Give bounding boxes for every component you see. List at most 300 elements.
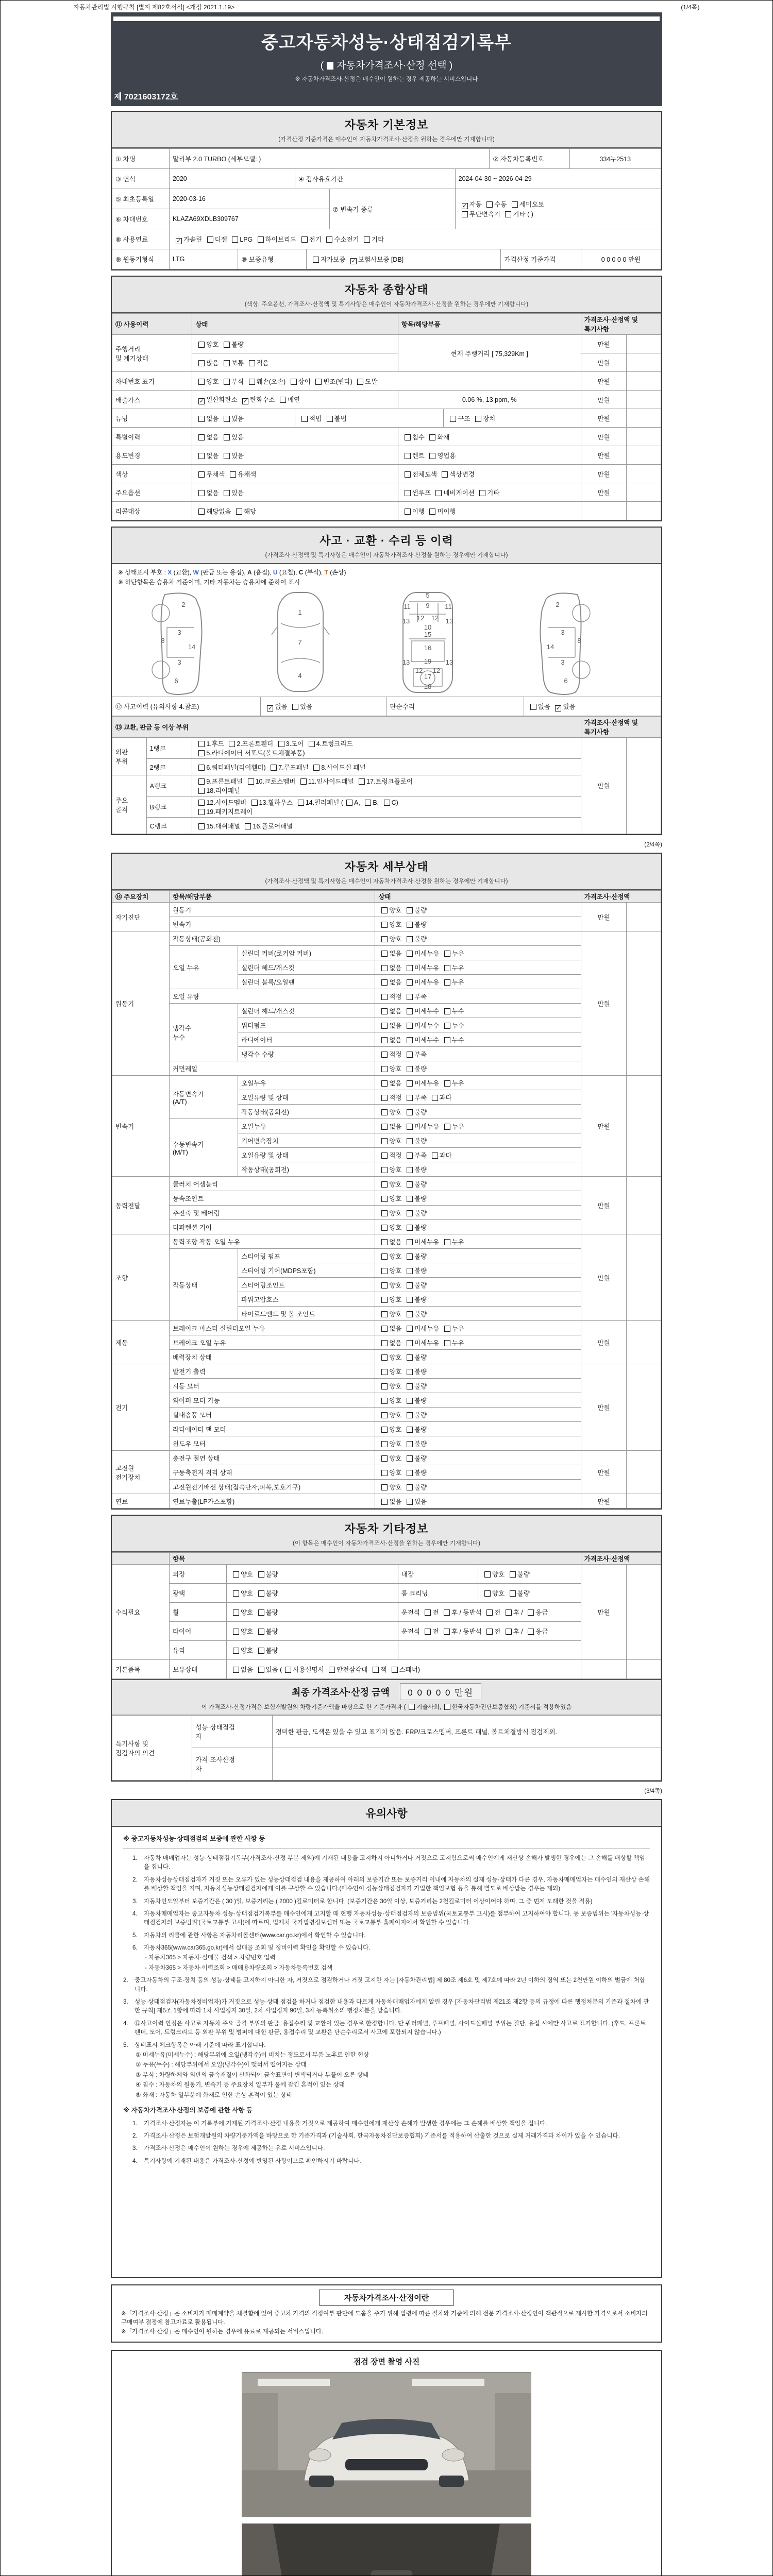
row-label: 배출가스: [112, 391, 192, 409]
checkbox[interactable]: [364, 236, 370, 243]
checkbox[interactable]: [442, 471, 448, 478]
checkbox[interactable]: [407, 1008, 413, 1014]
row-label: 기어변속장치: [238, 1133, 375, 1148]
checkbox[interactable]: [407, 1326, 413, 1332]
diagram-part-number: 12: [415, 667, 423, 675]
checkbox[interactable]: [327, 416, 333, 422]
checkbox[interactable]: [198, 416, 205, 422]
state-cell: 양호 불량: [375, 1177, 581, 1191]
checkbox[interactable]: [407, 1066, 413, 1072]
notice-title: 유의사항: [112, 1800, 661, 1827]
row-label: 실린더 헤드/개스킷: [238, 960, 375, 975]
checkbox[interactable]: [381, 1167, 388, 1173]
checkbox[interactable]: [198, 788, 205, 794]
checkbox[interactable]: [444, 1239, 450, 1245]
state-cell: 없음 미세누유 누유: [375, 1335, 581, 1350]
section-note: (가격조사·산정액 및 특기사항은 매수인이 자동차가격조사·산정을 원하는 경우에만 기재합니다): [265, 552, 508, 558]
checkbox[interactable]: [407, 965, 413, 971]
checkbox[interactable]: [381, 1153, 388, 1159]
checkbox[interactable]: [198, 509, 205, 515]
checkbox[interactable]: [407, 1268, 413, 1274]
checkbox[interactable]: [381, 1412, 388, 1418]
row-label: 보유상태: [169, 1660, 226, 1679]
checkbox[interactable]: [198, 750, 205, 756]
column-header: 가격조사·산정액: [581, 1553, 661, 1565]
checkbox[interactable]: [407, 1052, 413, 1058]
checkbox[interactable]: [381, 1066, 388, 1072]
symbol-code-line: ※ 상태표시 부호 : X (교환), W (판금 또는 용접), A (흠집), U (요철), C (부식), T (손상): [118, 569, 346, 576]
checkbox[interactable]: [365, 800, 371, 806]
checkbox[interactable]: [381, 1109, 388, 1115]
checkbox[interactable]: [381, 1181, 388, 1188]
state-cell: 적정 부족: [375, 989, 581, 1004]
checkbox[interactable]: [198, 342, 205, 348]
checkbox[interactable]: [224, 342, 230, 348]
checkbox[interactable]: [407, 979, 413, 986]
checkbox-checked[interactable]: [267, 705, 273, 711]
checkbox[interactable]: [381, 907, 388, 913]
checkbox[interactable]: [384, 800, 390, 806]
checkbox[interactable]: [381, 1455, 388, 1462]
checkbox[interactable]: [381, 1008, 388, 1014]
checkbox[interactable]: [381, 1282, 388, 1289]
checkbox[interactable]: [510, 1590, 516, 1597]
checkbox[interactable]: [407, 907, 413, 913]
state-cell: 없음 미세누수 누수: [375, 1032, 581, 1047]
checkbox[interactable]: [407, 1080, 413, 1087]
etc-info-header: [112, 1516, 661, 1552]
checkbox[interactable]: [381, 994, 388, 1000]
checkbox[interactable]: [425, 1609, 431, 1616]
checkbox[interactable]: [381, 1427, 388, 1433]
checkbox[interactable]: [381, 1484, 388, 1490]
text-cell: [627, 1494, 661, 1509]
checkbox[interactable]: [479, 490, 485, 496]
checkbox[interactable]: [198, 490, 205, 496]
checkbox[interactable]: [313, 257, 319, 263]
row-label: ⑤ 최초등록일: [112, 189, 170, 209]
checkbox[interactable]: [381, 1080, 388, 1087]
checkbox[interactable]: [381, 1138, 388, 1144]
checkbox[interactable]: [405, 509, 411, 515]
row-label: 외장: [169, 1565, 226, 1584]
checkbox[interactable]: [405, 471, 411, 478]
checkbox[interactable]: [233, 1667, 239, 1673]
text-cell: [627, 903, 661, 931]
checkbox[interactable]: [407, 1499, 413, 1505]
checkbox[interactable]: [258, 1571, 264, 1578]
accident-history-header: [112, 528, 661, 564]
row-label: ⑦ 변속기 종류: [329, 189, 455, 229]
checkbox[interactable]: [381, 1196, 388, 1202]
checkbox[interactable]: [444, 1008, 450, 1014]
state-cell: 없음 있음: [192, 409, 295, 428]
checkbox[interactable]: [407, 1037, 413, 1043]
checkbox[interactable]: [198, 800, 205, 806]
text-cell: [627, 738, 661, 834]
checkbox[interactable]: [444, 1023, 450, 1029]
checkbox[interactable]: [407, 936, 413, 942]
checkbox[interactable]: [444, 1326, 450, 1332]
state-cell: 양호 불량: [375, 1364, 581, 1379]
filled-checkbox-icon[interactable]: [327, 62, 333, 70]
checkbox[interactable]: [407, 1253, 413, 1260]
checkbox[interactable]: [407, 994, 413, 1000]
checkbox[interactable]: [381, 1239, 388, 1245]
checkbox[interactable]: [405, 434, 411, 440]
checkbox[interactable]: [233, 1629, 239, 1635]
checkbox[interactable]: [381, 1253, 388, 1260]
checkbox[interactable]: [224, 416, 230, 422]
checkbox[interactable]: [236, 509, 242, 515]
state-cell: 구조 장치: [444, 409, 581, 428]
checkbox[interactable]: [407, 1124, 413, 1130]
checkbox[interactable]: [309, 741, 315, 747]
checkbox[interactable]: [429, 453, 435, 459]
checkbox[interactable]: [381, 951, 388, 957]
state-cell: 양호 불량: [375, 1220, 581, 1234]
page-number-2: (2/4쪽): [644, 842, 662, 849]
checkbox[interactable]: [407, 1225, 413, 1231]
state-cell: 없음 있음: [192, 446, 398, 465]
checkbox[interactable]: [249, 360, 255, 366]
checkbox[interactable]: [258, 1667, 264, 1673]
car-side-right-view: [540, 594, 590, 695]
checkbox[interactable]: [432, 1153, 438, 1159]
row-label: 냉각수 수량: [238, 1047, 375, 1061]
row-label: 오일누유: [238, 1119, 375, 1133]
checkbox[interactable]: [224, 360, 230, 366]
checkbox-checked[interactable]: [242, 398, 248, 404]
checkbox[interactable]: [258, 1629, 264, 1635]
checkbox[interactable]: [506, 1629, 512, 1635]
checkbox[interactable]: [407, 1153, 413, 1159]
checkbox[interactable]: [373, 1667, 379, 1673]
checkbox[interactable]: [233, 1590, 239, 1597]
checkbox[interactable]: [248, 778, 254, 785]
row-label: 냉각수 누수: [169, 1004, 238, 1061]
price-cell: 만원: [581, 409, 627, 428]
value-cell: 0 0 0 0 0 만원: [581, 249, 661, 269]
state-cell: 양호 불량: [375, 1436, 581, 1451]
checkbox[interactable]: [381, 1095, 388, 1101]
checkbox[interactable]: [407, 1398, 413, 1404]
state-cell: 양호 불량: [226, 1584, 398, 1603]
checkbox[interactable]: [435, 490, 442, 496]
checkbox[interactable]: [233, 1609, 239, 1616]
checkbox[interactable]: [407, 1095, 413, 1101]
page-number-1: (1/4쪽): [681, 4, 700, 11]
row-label: 워터펌프: [238, 1018, 375, 1032]
checkbox[interactable]: [198, 379, 205, 385]
checkbox[interactable]: [381, 1326, 388, 1332]
checkbox[interactable]: [505, 211, 511, 217]
checkbox[interactable]: [381, 1225, 388, 1231]
checkbox[interactable]: [291, 379, 297, 385]
checkbox[interactable]: [444, 951, 450, 957]
checkbox[interactable]: [444, 1037, 450, 1043]
text-cell: [627, 372, 661, 391]
checkbox[interactable]: [407, 1138, 413, 1144]
checkbox[interactable]: [407, 1023, 413, 1029]
checkbox[interactable]: [233, 1571, 239, 1578]
checkbox[interactable]: [407, 1470, 413, 1476]
infobox-lines: [121, 2310, 652, 2336]
state-cell: 양호 불량: [375, 1206, 581, 1220]
checkbox[interactable]: [381, 1369, 388, 1375]
checkbox[interactable]: [407, 1181, 413, 1188]
checkbox[interactable]: [528, 1629, 534, 1635]
notice-item: 4. 자동차매매업자는 중고자동차 성능·상태점검기록부를 매수인에게 고지할 때 현행 자동차성능·상태점검자의 보증범위(국토교통부 고시)를 첨부하여 고지하여야 합니다. 동 보증범위는 '자동차성능·상태점검자의 보증범위'(국토교통부 고시)에 따르며, 법제처 국가법령정보센터 또는 국토교통부 홈페이지에서 확인할 수 있습니다.: [132, 1910, 649, 1926]
checkbox[interactable]: [381, 1210, 388, 1216]
checkbox[interactable]: [207, 236, 213, 243]
checkbox[interactable]: [407, 1196, 413, 1202]
row-label: ③ 연식: [112, 169, 170, 189]
checkbox[interactable]: [381, 1311, 388, 1317]
checkbox[interactable]: [444, 1340, 450, 1346]
checkbox[interactable]: [407, 1282, 413, 1289]
checkbox[interactable]: [407, 1109, 413, 1115]
checkbox[interactable]: [249, 379, 255, 385]
checkbox[interactable]: [381, 1441, 388, 1447]
checkbox[interactable]: [313, 765, 320, 771]
checkbox[interactable]: [285, 1667, 291, 1673]
notice-item: 2. 자동차성능상태점검자가 거짓 또는 오류가 있는 성능상태점검 내용을 제공하여 아래의 보증기간 또는 보증거리 이내에 자동차의 실제 성능·상태가 다른 경우, 자동차매매업자는 매수인의 재산상 손해를 배상할 책임을 지며, 자동차성능상태점검자에게 이를 구상할 수 있습니다.(매수인이 성능상태점검자가 가입한 책임보험 등을 통해 별도로 배상받는 경우는 제외): [132, 1876, 650, 1892]
row-label: 타이로드엔드 및 볼 조인트: [238, 1307, 375, 1321]
checkbox[interactable]: [381, 1268, 388, 1274]
checkbox[interactable]: [506, 1609, 512, 1616]
checkbox[interactable]: [292, 704, 298, 710]
checkbox-checked[interactable]: [350, 258, 357, 264]
checkbox[interactable]: [245, 823, 251, 829]
state-cell: 양호 불량: [375, 1393, 581, 1408]
checkbox[interactable]: [486, 1609, 493, 1616]
checkbox[interactable]: [484, 1590, 491, 1597]
checkbox[interactable]: [301, 416, 308, 422]
checkbox[interactable]: [232, 236, 238, 243]
checkbox[interactable]: [405, 453, 411, 459]
checkbox[interactable]: [278, 741, 284, 747]
text-cell: [627, 465, 661, 483]
checkbox[interactable]: [381, 1470, 388, 1476]
checkbox[interactable]: [381, 1297, 388, 1303]
checkbox[interactable]: [407, 951, 413, 957]
checkbox[interactable]: [224, 379, 230, 385]
checkbox[interactable]: [405, 490, 411, 496]
checkbox[interactable]: [486, 1629, 493, 1635]
checkbox[interactable]: [484, 1571, 491, 1578]
checkbox[interactable]: [381, 1037, 388, 1043]
state-cell: 없음 미세누유 누유: [375, 1321, 581, 1335]
checkbox[interactable]: [407, 1383, 413, 1389]
checkbox[interactable]: [510, 1571, 516, 1578]
row-label: 브레이크 오일 누유: [169, 1335, 375, 1350]
checkbox[interactable]: [381, 965, 388, 971]
checkbox[interactable]: [407, 1354, 413, 1361]
checkbox-checked[interactable]: [555, 705, 561, 711]
accident-history-block: [111, 527, 662, 835]
checkbox[interactable]: [444, 979, 450, 986]
checkbox[interactable]: [409, 1704, 415, 1710]
checkbox[interactable]: [229, 741, 235, 747]
checkbox[interactable]: [233, 1648, 239, 1654]
checkbox[interactable]: [407, 1369, 413, 1375]
page-number-3: (3/4쪽): [644, 1788, 662, 1795]
basic-info-header: [112, 112, 661, 148]
checkbox[interactable]: [407, 1484, 413, 1490]
row-label: 시동 모터: [169, 1379, 375, 1393]
checkbox[interactable]: [381, 1499, 388, 1505]
diagram-part-number: 6: [564, 677, 568, 685]
diagram-part-number: 3: [177, 658, 181, 667]
row-label: 전기: [112, 1364, 170, 1451]
checkbox[interactable]: [392, 1667, 398, 1673]
detail-condition-table: [112, 890, 661, 1509]
checkbox[interactable]: [462, 211, 468, 217]
diagram-part-number: 1: [298, 608, 302, 617]
passenger-car-note: ※ 하단항목은 승용차 기준이며, 기타 자동차는 승용차에 준하여 표시: [118, 578, 300, 586]
checkbox[interactable]: [198, 809, 205, 815]
checkbox[interactable]: [475, 416, 481, 422]
checkbox[interactable]: [486, 201, 493, 208]
checkbox[interactable]: [512, 201, 518, 208]
checkbox[interactable]: [444, 1609, 450, 1616]
checkbox[interactable]: [258, 236, 264, 243]
checkbox[interactable]: [407, 1239, 413, 1245]
checkbox[interactable]: [300, 778, 307, 785]
checkbox[interactable]: [251, 800, 258, 806]
checkbox[interactable]: [329, 1667, 335, 1673]
diagram-part-number: 11: [404, 603, 411, 611]
checkbox[interactable]: [530, 704, 536, 710]
detail-condition-block: [111, 853, 662, 1510]
notice-item: 1. 자동차 매매업자는 성능·상태점검기록부(가격조사·산정 부분 제외)에 기재된 내용을 고지하지 아니하거나 거짓으로 고지함으로써 매수인에게 재산상 손해가 발생한 경우에는 그 손해를 배상할 책임을 집니다.: [132, 1854, 645, 1871]
checkbox[interactable]: [444, 1080, 450, 1087]
diagram-part-number: 3: [177, 629, 181, 637]
checkbox[interactable]: [450, 416, 456, 422]
checkbox[interactable]: [432, 1095, 438, 1101]
detail-condition-header: [112, 854, 661, 890]
state-cell: 12.사이드멤버 13.휠하우스 14.필러패널 ( A, B, C) 19.패키지트레이: [192, 796, 581, 818]
diagram-part-number: 13: [402, 617, 410, 625]
checkbox[interactable]: [357, 379, 363, 385]
checkbox[interactable]: [198, 471, 205, 478]
decorative-white-bar: [113, 16, 660, 21]
checkbox[interactable]: [425, 1629, 431, 1635]
row-label: 추진축 및 베어링: [169, 1206, 375, 1220]
checkbox[interactable]: [298, 800, 304, 806]
state-cell: 운전석 전 후 / 동반석 전 후 / 응급: [398, 1603, 581, 1622]
row-label: 자동변속기 (A/T): [169, 1076, 238, 1119]
checkbox[interactable]: [407, 1412, 413, 1418]
checkbox[interactable]: [198, 360, 205, 366]
checkbox[interactable]: [326, 236, 332, 243]
overall-condition-header: [112, 277, 661, 313]
checkbox[interactable]: [444, 965, 450, 971]
row-label: 충전구 절연 상태: [169, 1451, 375, 1465]
row-label: 제동: [112, 1321, 170, 1364]
state-cell: 양호 불량: [226, 1603, 398, 1622]
checkbox[interactable]: [407, 1340, 413, 1346]
checkbox[interactable]: [407, 922, 413, 928]
checkbox[interactable]: [198, 434, 205, 440]
checkbox[interactable]: [315, 379, 322, 385]
row-label: 주행거리 및 계기상태: [112, 335, 192, 372]
checkbox[interactable]: [258, 1648, 264, 1654]
state-cell: 9.프론트패널 10.크로스멤버 11.인사이드패널 17.트렁크플로어 18.리어패널: [192, 775, 581, 796]
checkbox[interactable]: [198, 823, 205, 829]
checkbox[interactable]: [271, 765, 277, 771]
checkbox[interactable]: [381, 1052, 388, 1058]
checkbox[interactable]: [381, 1383, 388, 1389]
state-cell: 양호 불량: [478, 1584, 581, 1603]
checkbox[interactable]: [444, 1704, 450, 1710]
checkbox[interactable]: [359, 778, 365, 785]
checkbox[interactable]: [381, 1023, 388, 1029]
diagram-part-number: 12: [431, 614, 439, 622]
checkbox[interactable]: [381, 922, 388, 928]
checkbox[interactable]: [346, 800, 352, 806]
checkbox[interactable]: [198, 765, 205, 771]
state-cell: 양호 불량: [375, 1307, 581, 1321]
checkbox[interactable]: [198, 778, 205, 785]
text-cell: [627, 428, 661, 446]
checkbox[interactable]: [198, 453, 205, 459]
checkbox-checked[interactable]: [462, 203, 468, 209]
checkbox-checked[interactable]: [198, 398, 205, 404]
checkbox[interactable]: [444, 1124, 450, 1130]
checkbox[interactable]: [407, 1167, 413, 1173]
checkbox[interactable]: [381, 979, 388, 986]
state-cell: 양호 불량: [226, 1641, 398, 1660]
row-label: 작동상태(공회전): [169, 931, 375, 946]
state-cell: 양호 불량: [375, 1263, 581, 1278]
checkbox[interactable]: [429, 509, 435, 515]
checkbox[interactable]: [198, 741, 205, 747]
checkbox[interactable]: [381, 1398, 388, 1404]
checkbox[interactable]: [381, 936, 388, 942]
checkbox[interactable]: [381, 1354, 388, 1361]
checkbox[interactable]: [230, 471, 236, 478]
checkbox[interactable]: [224, 453, 230, 459]
text-cell: [627, 1177, 661, 1234]
checkbox[interactable]: [429, 434, 435, 440]
state-cell: 없음 미세누유 누유: [375, 946, 581, 960]
checkbox[interactable]: [280, 397, 286, 403]
checkbox[interactable]: [258, 1590, 264, 1597]
checkbox[interactable]: [407, 1210, 413, 1216]
checkbox[interactable]: [301, 236, 308, 243]
row-label: 주요옵션: [112, 483, 192, 502]
state-cell: 양호 불량: [375, 931, 581, 946]
row-label: 튜닝: [112, 409, 192, 428]
checkbox[interactable]: [381, 1124, 388, 1130]
checkbox-checked[interactable]: [176, 238, 182, 244]
checkbox[interactable]: [528, 1609, 534, 1616]
checkbox[interactable]: [444, 1629, 450, 1635]
checkbox[interactable]: [224, 434, 230, 440]
row-label: 특별이력: [112, 428, 192, 446]
checkbox[interactable]: [407, 1297, 413, 1303]
checkbox[interactable]: [224, 490, 230, 496]
checkbox[interactable]: [407, 1311, 413, 1317]
column-header: ⑪ 사용이력: [112, 314, 192, 335]
checkbox[interactable]: [258, 1609, 264, 1616]
checkbox[interactable]: [407, 1455, 413, 1462]
checkbox[interactable]: [407, 1427, 413, 1433]
checkbox[interactable]: [407, 1441, 413, 1447]
checkbox[interactable]: [381, 1340, 388, 1346]
